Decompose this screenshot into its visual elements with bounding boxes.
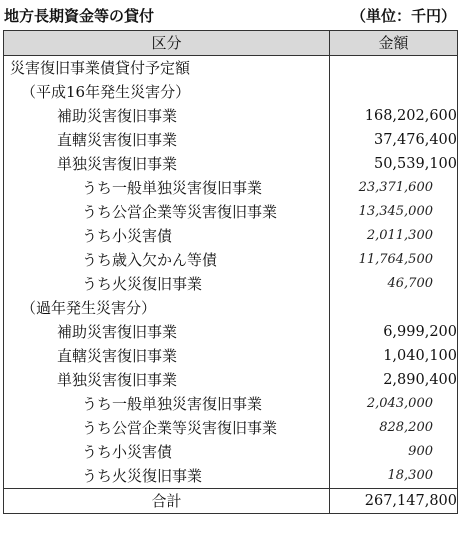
row-label: うち小災害債 xyxy=(4,224,330,248)
table-row xyxy=(4,152,458,176)
row-label: 直轄災害復旧事業 xyxy=(4,128,330,152)
row-label: うち公営企業等災害復旧事業 xyxy=(4,200,330,224)
table-row xyxy=(4,344,458,368)
row-value: 50,539,100 xyxy=(330,152,458,176)
row-label: 補助災害復旧事業 xyxy=(4,104,330,128)
row-value: 11,764,500 xyxy=(330,248,458,272)
unit-note: （単位：千円） xyxy=(350,7,456,25)
row-value: 900 xyxy=(330,440,458,464)
table-row xyxy=(4,416,458,440)
row-label: うち一般単独災害復旧事業 xyxy=(4,392,330,416)
row-label: うち歳入欠かん等債 xyxy=(4,248,330,272)
table-row xyxy=(4,224,458,248)
row-label: うち小災害債 xyxy=(4,440,330,464)
total-row xyxy=(4,489,458,514)
row-value: 2,890,400 xyxy=(330,368,458,392)
document-title: 地方長期資金等の貸付 xyxy=(4,7,155,25)
row-label: 災害復旧事業債貸付予定額 xyxy=(4,56,330,81)
row-value: 46,700 xyxy=(330,272,458,296)
row-label: うち一般単独災害復旧事業 xyxy=(4,176,330,200)
table-row xyxy=(4,440,458,464)
table-row xyxy=(4,56,458,81)
row-value: 2,043,000 xyxy=(330,392,458,416)
row-value xyxy=(330,80,458,104)
table-row xyxy=(4,200,458,224)
table-row xyxy=(4,320,458,344)
total-label: 合計 xyxy=(4,489,330,514)
row-value: 37,476,400 xyxy=(330,128,458,152)
row-value xyxy=(330,296,458,320)
document-header xyxy=(0,0,460,30)
table-row xyxy=(4,296,458,320)
table-row xyxy=(4,104,458,128)
row-value: 13,345,000 xyxy=(330,200,458,224)
loan-table xyxy=(3,30,458,514)
row-label: うち公営企業等災害復旧事業 xyxy=(4,416,330,440)
table-row xyxy=(4,80,458,104)
table-row xyxy=(4,176,458,200)
row-label: うち火災復旧事業 xyxy=(4,272,330,296)
table-row xyxy=(4,248,458,272)
table-row xyxy=(4,368,458,392)
column-header-amount: 金額 xyxy=(330,31,458,56)
row-value: 6,999,200 xyxy=(330,320,458,344)
row-value: 828,200 xyxy=(330,416,458,440)
row-value: 2,011,300 xyxy=(330,224,458,248)
row-value: 23,371,600 xyxy=(330,176,458,200)
total-value: 267,147,800 xyxy=(330,489,458,514)
row-label: （平成16年発生災害分） xyxy=(4,80,330,104)
table-row xyxy=(4,272,458,296)
row-value xyxy=(330,56,458,81)
row-label: 直轄災害復旧事業 xyxy=(4,344,330,368)
row-value: 18,300 xyxy=(330,464,458,489)
row-value: 168,202,600 xyxy=(330,104,458,128)
row-label: 単独災害復旧事業 xyxy=(4,152,330,176)
row-label: 単独災害復旧事業 xyxy=(4,368,330,392)
table-body xyxy=(4,56,458,489)
row-label: うち火災復旧事業 xyxy=(4,464,330,489)
row-label: （過年発生災害分） xyxy=(4,296,330,320)
row-value: 1,040,100 xyxy=(330,344,458,368)
table-row xyxy=(4,464,458,489)
table-header-row xyxy=(4,31,458,56)
column-header-category: 区分 xyxy=(4,31,330,56)
table-row xyxy=(4,128,458,152)
table-row xyxy=(4,392,458,416)
row-label: 補助災害復旧事業 xyxy=(4,320,330,344)
